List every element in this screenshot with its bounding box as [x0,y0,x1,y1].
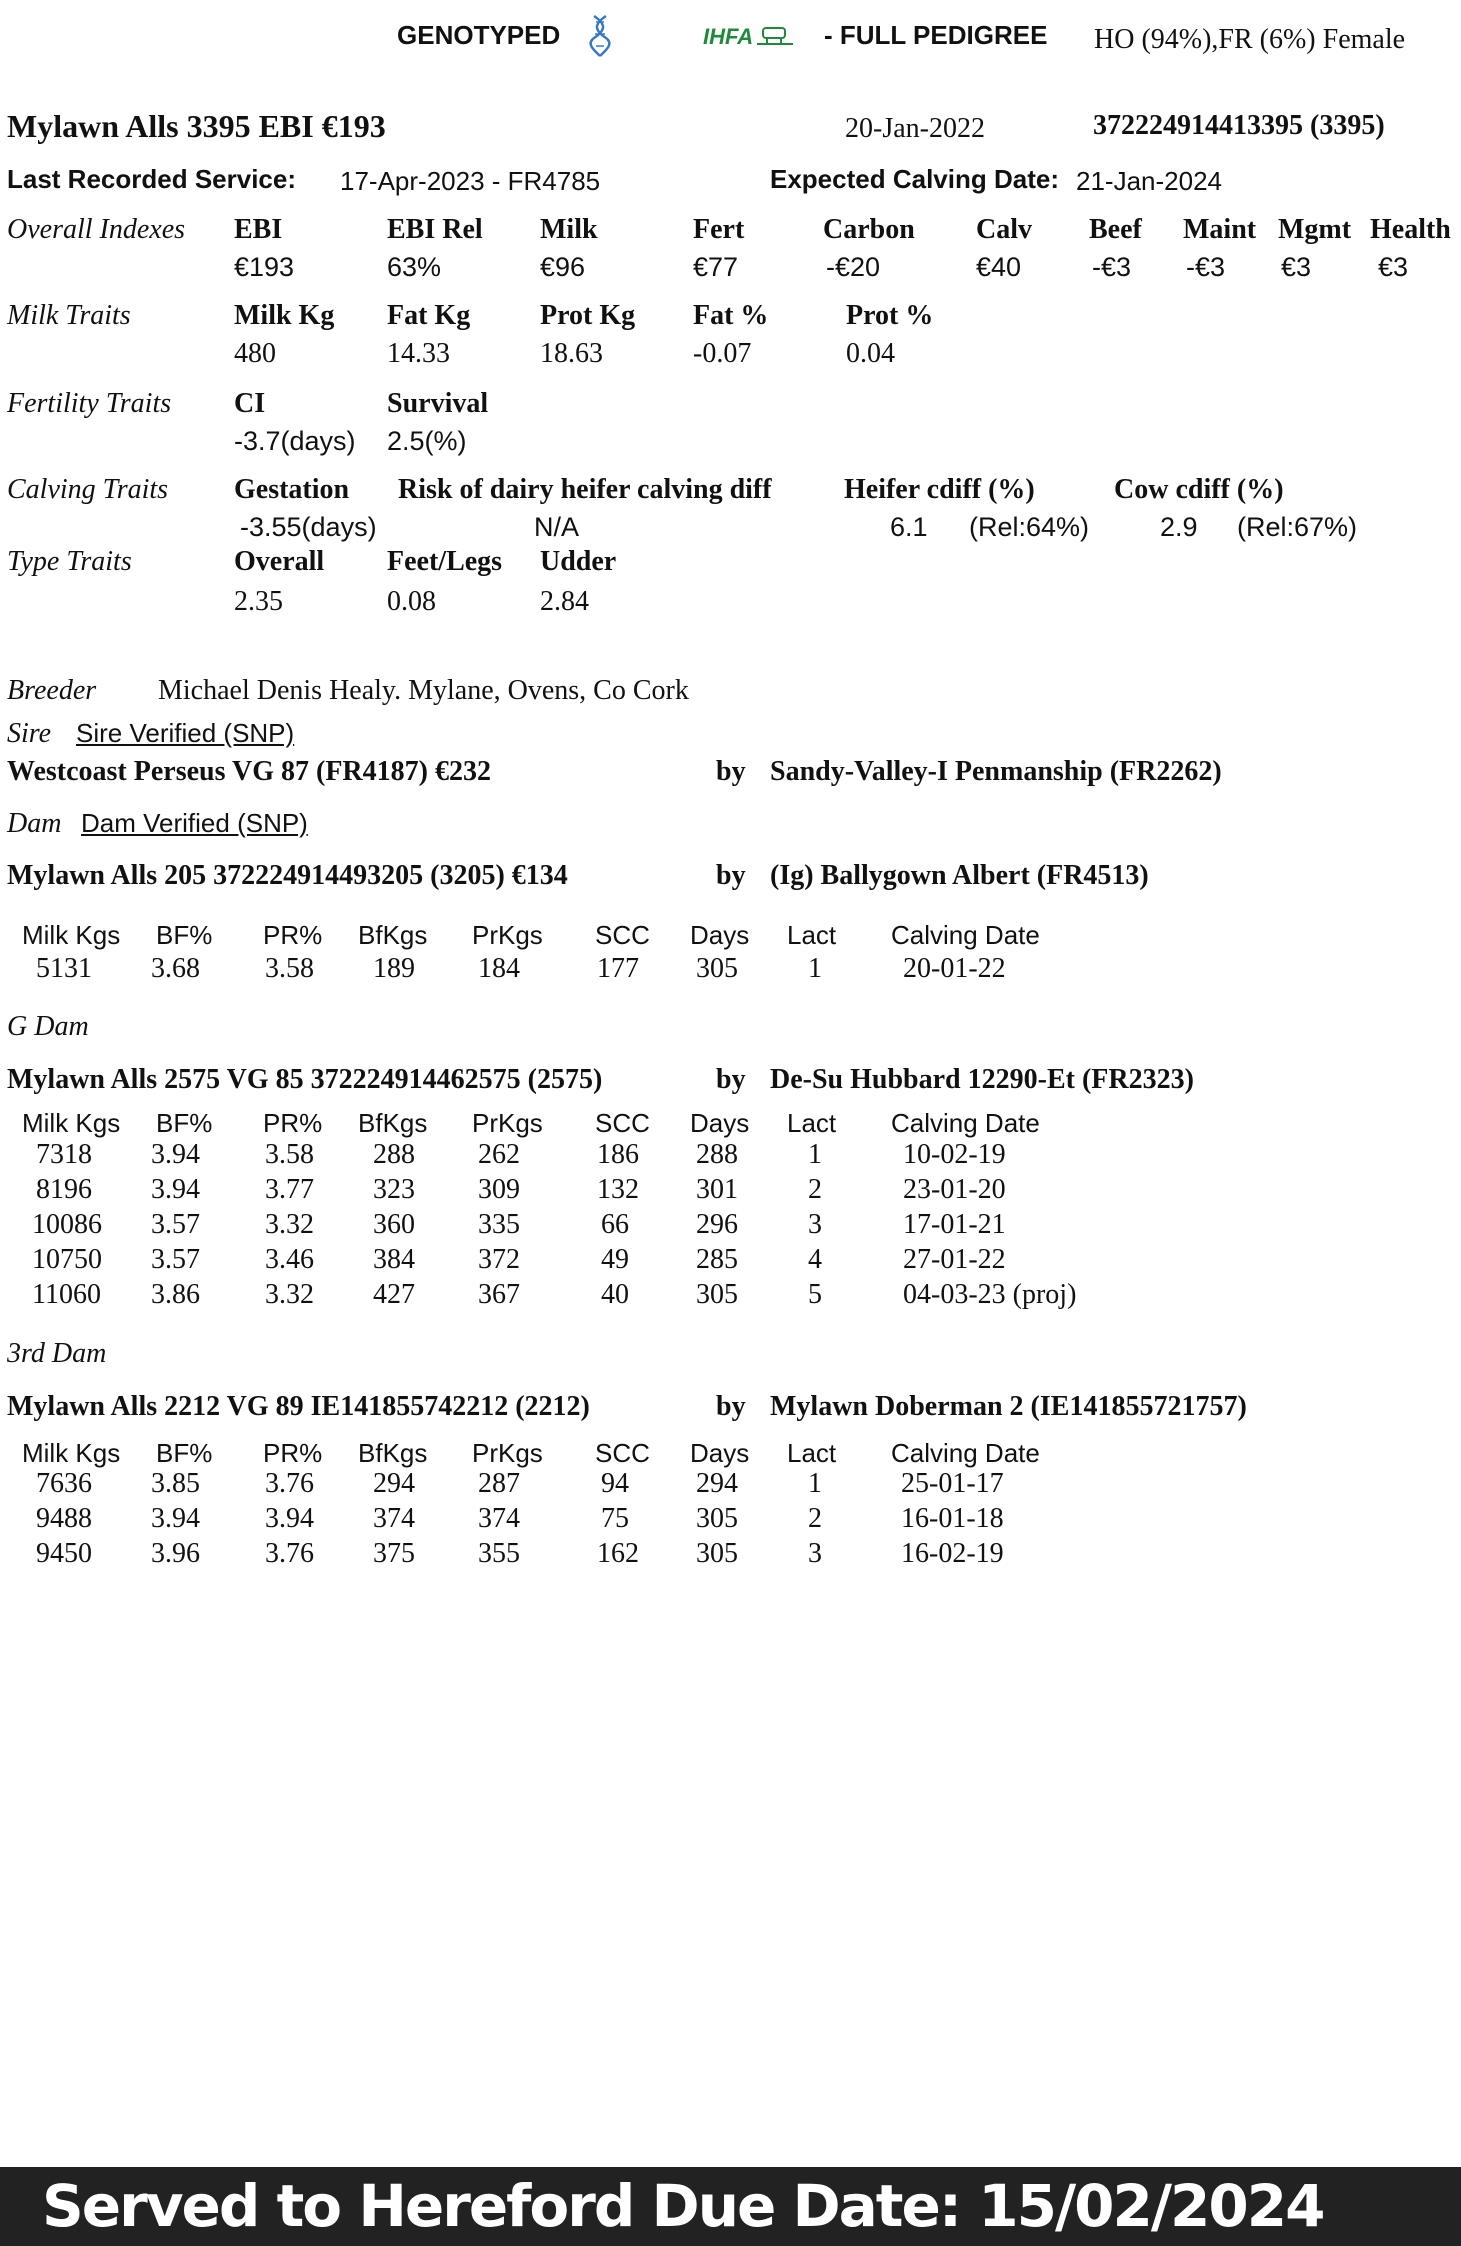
col-header: Lact [787,920,837,950]
table-cell: 3.96 [151,1538,200,1569]
table-cell: 305 [696,953,738,984]
type-traits-label: Type Traits [7,546,132,577]
dam3-by: by [716,1391,746,1422]
table-cell: 427 [373,1279,415,1310]
type-header: Overall [234,546,325,577]
table-cell: 49 [601,1244,629,1275]
table-cell: 374 [478,1503,520,1534]
milk-header: Prot Kg [540,300,636,331]
table-cell: 23-01-20 [903,1174,1006,1205]
overall-value: -€3 [1186,252,1226,282]
overall-value: -€20 [826,252,881,282]
table-cell: 3.57 [151,1244,200,1275]
fertility-value: -3.7(days) [234,426,356,456]
table-cell: 16-01-18 [901,1503,1004,1534]
overall-header: Beef [1089,214,1142,245]
col-header: Days [690,1108,750,1138]
dna-icon [589,14,611,62]
ihfa-logo: IHFA [703,24,754,49]
table-cell: 16-02-19 [901,1538,1004,1569]
table-cell: 27-01-22 [903,1244,1006,1275]
table-cell: 186 [597,1139,639,1170]
col-header: BfKgs [358,1438,428,1468]
cow-cdiff-rel: (Rel:67%) [1237,512,1358,542]
expected-calving-label: Expected Calving Date: [770,164,1059,194]
heifer-cdiff-value: 6.1 [890,512,928,542]
table-cell: 262 [478,1139,520,1170]
col-header: PrKgs [472,920,543,950]
table-cell: 372 [478,1244,520,1275]
type-header: Feet/Legs [387,546,503,577]
dam3-name: Mylawn Alls 2212 VG 89 IE141855742212 (2212) [7,1391,590,1422]
table-cell: 94 [601,1468,629,1499]
dam-by: by [716,860,746,891]
table-cell: 3.32 [265,1279,314,1310]
table-cell: 3.76 [265,1538,314,1569]
table-cell: 5 [808,1279,822,1310]
overall-value: €3 [1378,252,1409,282]
calving-header: Cow cdiff (%) [1114,474,1284,505]
table-cell: 66 [601,1209,629,1240]
table-cell: 335 [478,1209,520,1240]
milk-header: Fat % [693,300,769,331]
due-date-banner [0,2167,1461,2246]
col-header: Calving Date [891,920,1040,950]
col-header: SCC [595,1108,650,1138]
col-header: Days [690,1438,750,1468]
table-cell: 288 [373,1139,415,1170]
table-cell: 75 [601,1503,629,1534]
table-cell: 162 [597,1538,639,1569]
due-date-banner-text: Served to Hereford Due Date: 15/02/2024 [42,2172,1324,2240]
col-header: BF% [156,920,213,950]
type-value: 2.84 [540,586,589,617]
gdam-sire: De-Su Hubbard 12290-Et (FR2323) [770,1064,1194,1095]
table-cell: 7636 [36,1468,92,1499]
milk-header: Fat Kg [387,300,471,331]
col-header: BF% [156,1438,213,1468]
table-cell: 1 [808,953,822,984]
overall-value: €3 [1281,252,1312,282]
table-cell: 4 [808,1244,822,1275]
breed-sex: HO (94%),FR (6%) Female [1094,24,1406,55]
heifer-cdiff-rel: (Rel:64%) [969,512,1090,542]
table-cell: 1 [808,1468,822,1499]
table-cell: 294 [373,1468,415,1499]
table-cell: 10-02-19 [903,1139,1006,1170]
milk-header: Milk Kg [234,300,335,331]
col-header: PR% [263,920,323,950]
animal-name-ebi: Mylawn Alls 3395 EBI €193 [7,108,386,144]
table-cell: 2 [808,1174,822,1205]
genotyped-label: GENOTYPED [397,20,561,50]
ihfa-cow-icon [755,22,795,52]
col-header: BfKgs [358,1108,428,1138]
fertility-header: Survival [387,388,489,419]
col-header: Days [690,920,750,950]
sire-name: Westcoast Perseus VG 87 (FR4187) €232 [7,756,491,787]
sire-by: by [716,756,746,787]
table-cell: 10750 [32,1244,102,1275]
col-header: PR% [263,1108,323,1138]
table-cell: 2 [808,1503,822,1534]
table-cell: 3 [808,1209,822,1240]
table-cell: 3.32 [265,1209,314,1240]
last-service-label: Last Recorded Service: [7,164,297,194]
table-cell: 287 [478,1468,520,1499]
table-cell: 296 [696,1209,738,1240]
table-cell: 9488 [36,1503,92,1534]
calving-header: Heifer cdiff (%) [844,474,1035,505]
table-cell: 288 [696,1139,738,1170]
table-cell: 305 [696,1279,738,1310]
table-cell: 25-01-17 [901,1468,1004,1499]
breeder-value: Michael Denis Healy. Mylane, Ovens, Co Cork [158,675,689,706]
table-cell: 5131 [36,953,92,984]
table-cell: 17-01-21 [903,1209,1006,1240]
milk-value: -0.07 [693,338,752,369]
table-cell: 40 [601,1279,629,1310]
risk-value: N/A [534,512,580,542]
col-header: PrKgs [472,1438,543,1468]
table-cell: 3.94 [151,1139,200,1170]
overall-value: €77 [693,252,739,282]
overall-header: Carbon [823,214,915,245]
table-cell: 3.57 [151,1209,200,1240]
table-cell: 1 [808,1139,822,1170]
table-cell: 3.68 [151,953,200,984]
full-pedigree-label: - FULL PEDIGREE [824,20,1048,50]
table-cell: 384 [373,1244,415,1275]
table-cell: 305 [696,1538,738,1569]
breeder-label: Breeder [7,675,97,706]
calving-traits-label: Calving Traits [7,474,169,505]
table-cell: 3.94 [151,1503,200,1534]
overall-value: -€3 [1092,252,1132,282]
table-cell: 305 [696,1503,738,1534]
dam3-sire: Mylawn Doberman 2 (IE141855721757) [770,1391,1247,1422]
milk-value: 14.33 [387,338,450,369]
overall-indexes-label: Overall Indexes [7,214,186,245]
gdam-label: G Dam [7,1011,89,1042]
table-cell: 367 [478,1279,520,1310]
milk-header: Prot % [846,300,934,331]
sire-label: Sire [7,718,52,749]
table-cell: 8196 [36,1174,92,1205]
col-header: Lact [787,1438,837,1468]
table-cell: 3.86 [151,1279,200,1310]
dam-label: Dam [7,808,62,839]
type-header: Udder [540,546,617,577]
table-cell: 9450 [36,1538,92,1569]
overall-header: Health [1370,214,1451,245]
table-cell: 3.76 [265,1468,314,1499]
milk-value: 0.04 [846,338,895,369]
table-cell: 323 [373,1174,415,1205]
table-cell: 285 [696,1244,738,1275]
cow-cdiff-value: 2.9 [1160,512,1198,542]
table-cell: 7318 [36,1139,92,1170]
table-cell: 3.94 [151,1174,200,1205]
table-cell: 3.94 [265,1503,314,1534]
overall-header: EBI [234,214,283,245]
fertility-header: CI [234,388,266,419]
gestation-value: -3.55(days) [240,512,377,542]
table-cell: 375 [373,1538,415,1569]
expected-calving-value: 21-Jan-2024 [1076,166,1222,196]
table-cell: 132 [597,1174,639,1205]
overall-value: 63% [387,252,442,282]
dam-name: Mylawn Alls 205 372224914493205 (3205) €134 [7,860,568,891]
fertility-value: 2.5(%) [387,426,467,456]
overall-value: €96 [540,252,586,282]
gdam-by: by [716,1064,746,1095]
col-header: SCC [595,920,650,950]
col-header: Milk Kgs [22,1108,121,1138]
dam-verified-link[interactable]: Dam Verified (SNP) [81,808,308,838]
table-cell: 3 [808,1538,822,1569]
col-header: Calving Date [891,1438,1040,1468]
col-header: SCC [595,1438,650,1468]
table-cell: 3.46 [265,1244,314,1275]
overall-header: Milk [540,214,598,245]
col-header: PR% [263,1438,323,1468]
gdam-name: Mylawn Alls 2575 VG 85 372224914462575 (2575) [7,1064,603,1095]
table-cell: 309 [478,1174,520,1205]
table-cell: 294 [696,1468,738,1499]
table-cell: 3.58 [265,1139,314,1170]
milk-value: 18.63 [540,338,603,369]
table-cell: 11060 [32,1279,101,1310]
col-header: Calving Date [891,1108,1040,1138]
fertility-traits-label: Fertility Traits [7,388,172,419]
col-header: Lact [787,1108,837,1138]
calving-header: Gestation [234,474,350,505]
type-value: 2.35 [234,586,283,617]
table-cell: 374 [373,1503,415,1534]
overall-header: EBI Rel [387,214,483,245]
calving-header: Risk of dairy heifer calving diff [398,474,772,505]
animal-tag: 372224914413395 (3395) [1093,110,1385,141]
table-cell: 20-01-22 [903,953,1006,984]
table-cell: 177 [597,953,639,984]
table-cell: 360 [373,1209,415,1240]
last-service-value: 17-Apr-2023 - FR4785 [340,166,601,196]
col-header: PrKgs [472,1108,543,1138]
overall-header: Maint [1183,214,1257,245]
table-cell: 04-03-23 (proj) [903,1279,1077,1310]
birth-date: 20-Jan-2022 [845,113,985,144]
col-header: Milk Kgs [22,1438,121,1468]
type-value: 0.08 [387,586,436,617]
dam3-label: 3rd Dam [7,1338,107,1369]
overall-header: Calv [976,214,1032,245]
overall-header: Mgmt [1278,214,1352,245]
dam-sire: (Ig) Ballygown Albert (FR4513) [770,860,1149,891]
milk-value: 480 [234,338,276,369]
sire-of-sire: Sandy-Valley-I Penmanship (FR2262) [770,756,1222,787]
table-cell: 355 [478,1538,520,1569]
table-cell: 3.77 [265,1174,314,1205]
table-cell: 3.85 [151,1468,200,1499]
col-header: BF% [156,1108,213,1138]
overall-header: Fert [693,214,745,245]
overall-value: €40 [976,252,1022,282]
table-cell: 189 [373,953,415,984]
table-cell: 3.58 [265,953,314,984]
col-header: BfKgs [358,920,428,950]
table-cell: 10086 [32,1209,102,1240]
overall-value: €193 [234,252,295,282]
col-header: Milk Kgs [22,920,121,950]
milk-traits-label: Milk Traits [7,300,131,331]
table-cell: 301 [696,1174,738,1205]
sire-verified-link[interactable]: Sire Verified (SNP) [76,718,295,748]
table-cell: 184 [478,953,520,984]
